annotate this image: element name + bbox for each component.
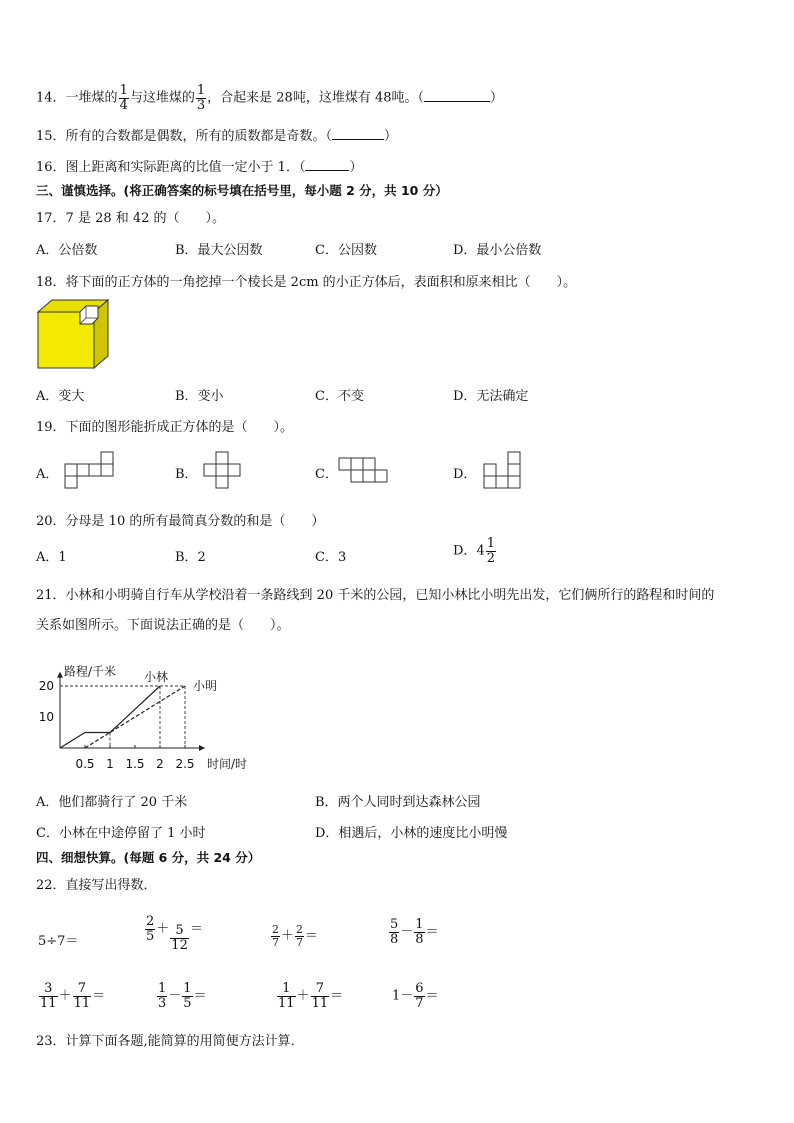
fraction: $\frac{1}{8}$ (415, 917, 424, 947)
q20-option-c[interactable]: C．3 (315, 550, 347, 565)
cube-net-b (203, 450, 245, 490)
x-tick-label: 1.5 (125, 757, 145, 771)
fraction: $\frac{1}{3}$ (158, 981, 167, 1011)
question-19-stem: 19．下面的图形能折成正方体的是（ ）。 (36, 420, 294, 435)
q14-text-2: 与这堆煤的 (129, 90, 195, 106)
y-axis-arrow (57, 672, 63, 678)
fraction: $\frac{1}{2}$ (486, 536, 495, 566)
fraction: $\frac{3}{11}$ (40, 981, 57, 1011)
mixed-whole: 4 (476, 543, 485, 559)
fraction: $\frac{1}{3}$ (196, 83, 206, 113)
fraction: $\frac{5}{8}$ (390, 917, 399, 947)
q20-option-a[interactable]: A．1 (36, 550, 67, 565)
question-17-stem: 17．7 是 28 和 42 的（ ）。 (36, 211, 226, 226)
cube-net-d (483, 450, 525, 492)
q21-option-a[interactable]: A．他们都骑行了 20 千米 (36, 795, 188, 810)
q18-option-a[interactable]: A．变大 (36, 389, 85, 404)
q14-text-3: ，合起来是 28吨，这堆煤有 48吨。（ (207, 90, 424, 106)
x-tick-label: 2 (156, 757, 164, 771)
calc-8: 1－ $\frac{6}{7}$ ＝ (392, 981, 439, 1011)
fraction: $\frac{5}{12}$ (171, 923, 188, 953)
fraction: $\frac{1}{11}$ (278, 981, 295, 1011)
q17-option-b[interactable]: B．最大公因数 (175, 243, 263, 258)
calc-4: $\frac{5}{8}$ － $\frac{1}{8}$ ＝ (390, 917, 439, 947)
q21-option-d[interactable]: D．相遇后，小林的速度比小明慢 (315, 826, 508, 841)
fraction: $\frac{1}{5}$ (183, 981, 192, 1011)
y-tick-label: 10 (38, 710, 54, 724)
x-axis-arrow (199, 745, 205, 751)
q19-option-d[interactable]: D． (453, 467, 477, 482)
answer-blank[interactable] (332, 127, 384, 140)
fraction: $\frac{2}{7}$ (296, 923, 304, 949)
q21-option-b[interactable]: B．两个人同时到达森林公园 (315, 795, 481, 810)
series-label-1: 小林 (144, 670, 169, 684)
q18-option-d[interactable]: D．无法确定 (453, 389, 529, 404)
fraction: $\frac{2}{5}$ (146, 914, 155, 944)
answer-blank[interactable] (305, 158, 349, 171)
q19-option-a[interactable]: A． (36, 467, 59, 482)
calc-6: $\frac{1}{3}$ － $\frac{1}{5}$ ＝ (158, 981, 207, 1011)
question-18-stem: 18．将下面的正方体的一角挖掉一个棱长是 2cm 的小正方体后，表面积和原来相比（ ）。 (36, 275, 577, 290)
question-21-stem-line-2: 关系如图所示。下面说法正确的是（ ）。 (36, 618, 290, 633)
question-21-stem-line-1: 21．小林和小明骑自行车从学校沿着一条路线到 20 千米的公园，已知小林比小明先出发，它们俩所行的路程和时间的 (36, 588, 715, 603)
series-line-2 (85, 686, 185, 748)
fraction: $\frac{7}{11}$ (73, 981, 91, 1011)
calc-5: $\frac{3}{11}$ ＋ $\frac{7}{11}$ ＝ (40, 981, 106, 1011)
question-22-stem: 22．直接写出得数． (36, 878, 157, 893)
calc-1: 5÷7＝ (38, 934, 79, 949)
section-3-heading: 三、谨慎选择。(将正确答案的标号填在括号里，每小题 2 分，共 10 分） (36, 183, 448, 198)
calc-7: $\frac{1}{11}$ ＋ $\frac{7}{11}$ ＝ (278, 981, 344, 1011)
question-23-stem: 23．计算下面各题,能简算的用简便方法计算． (36, 1034, 304, 1049)
calc-3: $\frac{2}{7}$ ＋ $\frac{2}{7}$ ＝ (272, 923, 319, 949)
q18-option-b[interactable]: B．变小 (175, 389, 224, 404)
q18-option-c[interactable]: C．不变 (315, 389, 364, 404)
series-label-2: 小明 (193, 679, 218, 693)
q14-number: 14． (36, 90, 66, 106)
fraction: $\frac{1}{4}$ (119, 83, 128, 113)
q14-text-1: 一堆煤的 (65, 90, 118, 106)
question-14: 14．一堆煤的 $\frac{1}{4}$ 与这堆煤的 $\frac{1}{3}$ ，合起来是 28吨，这堆煤有 48吨。（ ） (36, 83, 504, 113)
q19-option-b[interactable]: B． (175, 467, 198, 482)
section-4-heading: 四、细想快算。(每题 6 分，共 24 分） (36, 850, 261, 865)
q20-option-d[interactable]: D．4 $\frac{1}{2}$ (453, 536, 495, 566)
q19-option-c[interactable]: C． (315, 467, 338, 482)
answer-blank[interactable] (424, 89, 490, 102)
distance-time-chart (30, 648, 280, 778)
calc-2: $\frac{2}{5}$ ＋ $\frac{5}{12}$ ＝ (146, 914, 203, 953)
fraction: $\frac{7}{11}$ (311, 981, 329, 1011)
q21-option-c[interactable]: C．小林在中途停留了 1 小时 (36, 826, 206, 841)
x-tick-label: 1 (106, 757, 114, 771)
q17-option-c[interactable]: C．公因数 (315, 243, 377, 258)
x-axis-label: 时间/时 (207, 757, 248, 771)
cube-figure (36, 298, 112, 374)
question-16: 16．图上距离和实际距离的比值一定小于 1．（ ） (36, 160, 363, 175)
fraction: $\frac{6}{7}$ (415, 981, 424, 1011)
fraction: $\frac{2}{7}$ (272, 923, 279, 949)
q17-option-a[interactable]: A．公倍数 (36, 243, 98, 258)
question-20-stem: 20．分母是 10 的所有最简真分数的和是（ ） (36, 514, 325, 529)
q20-option-b[interactable]: B．2 (175, 550, 206, 565)
question-15: 15．所有的合数都是偶数，所有的质数都是奇数。（ ） (36, 129, 398, 144)
cube-net-c (338, 456, 392, 486)
x-tick-label: 2.5 (175, 757, 195, 771)
cube-net-a (64, 450, 118, 490)
y-axis-label: 路程/千米 (64, 664, 117, 679)
y-tick-label: 20 (38, 679, 54, 693)
q17-option-d[interactable]: D．最小公倍数 (453, 243, 542, 258)
x-tick-label: 0.5 (75, 757, 95, 771)
